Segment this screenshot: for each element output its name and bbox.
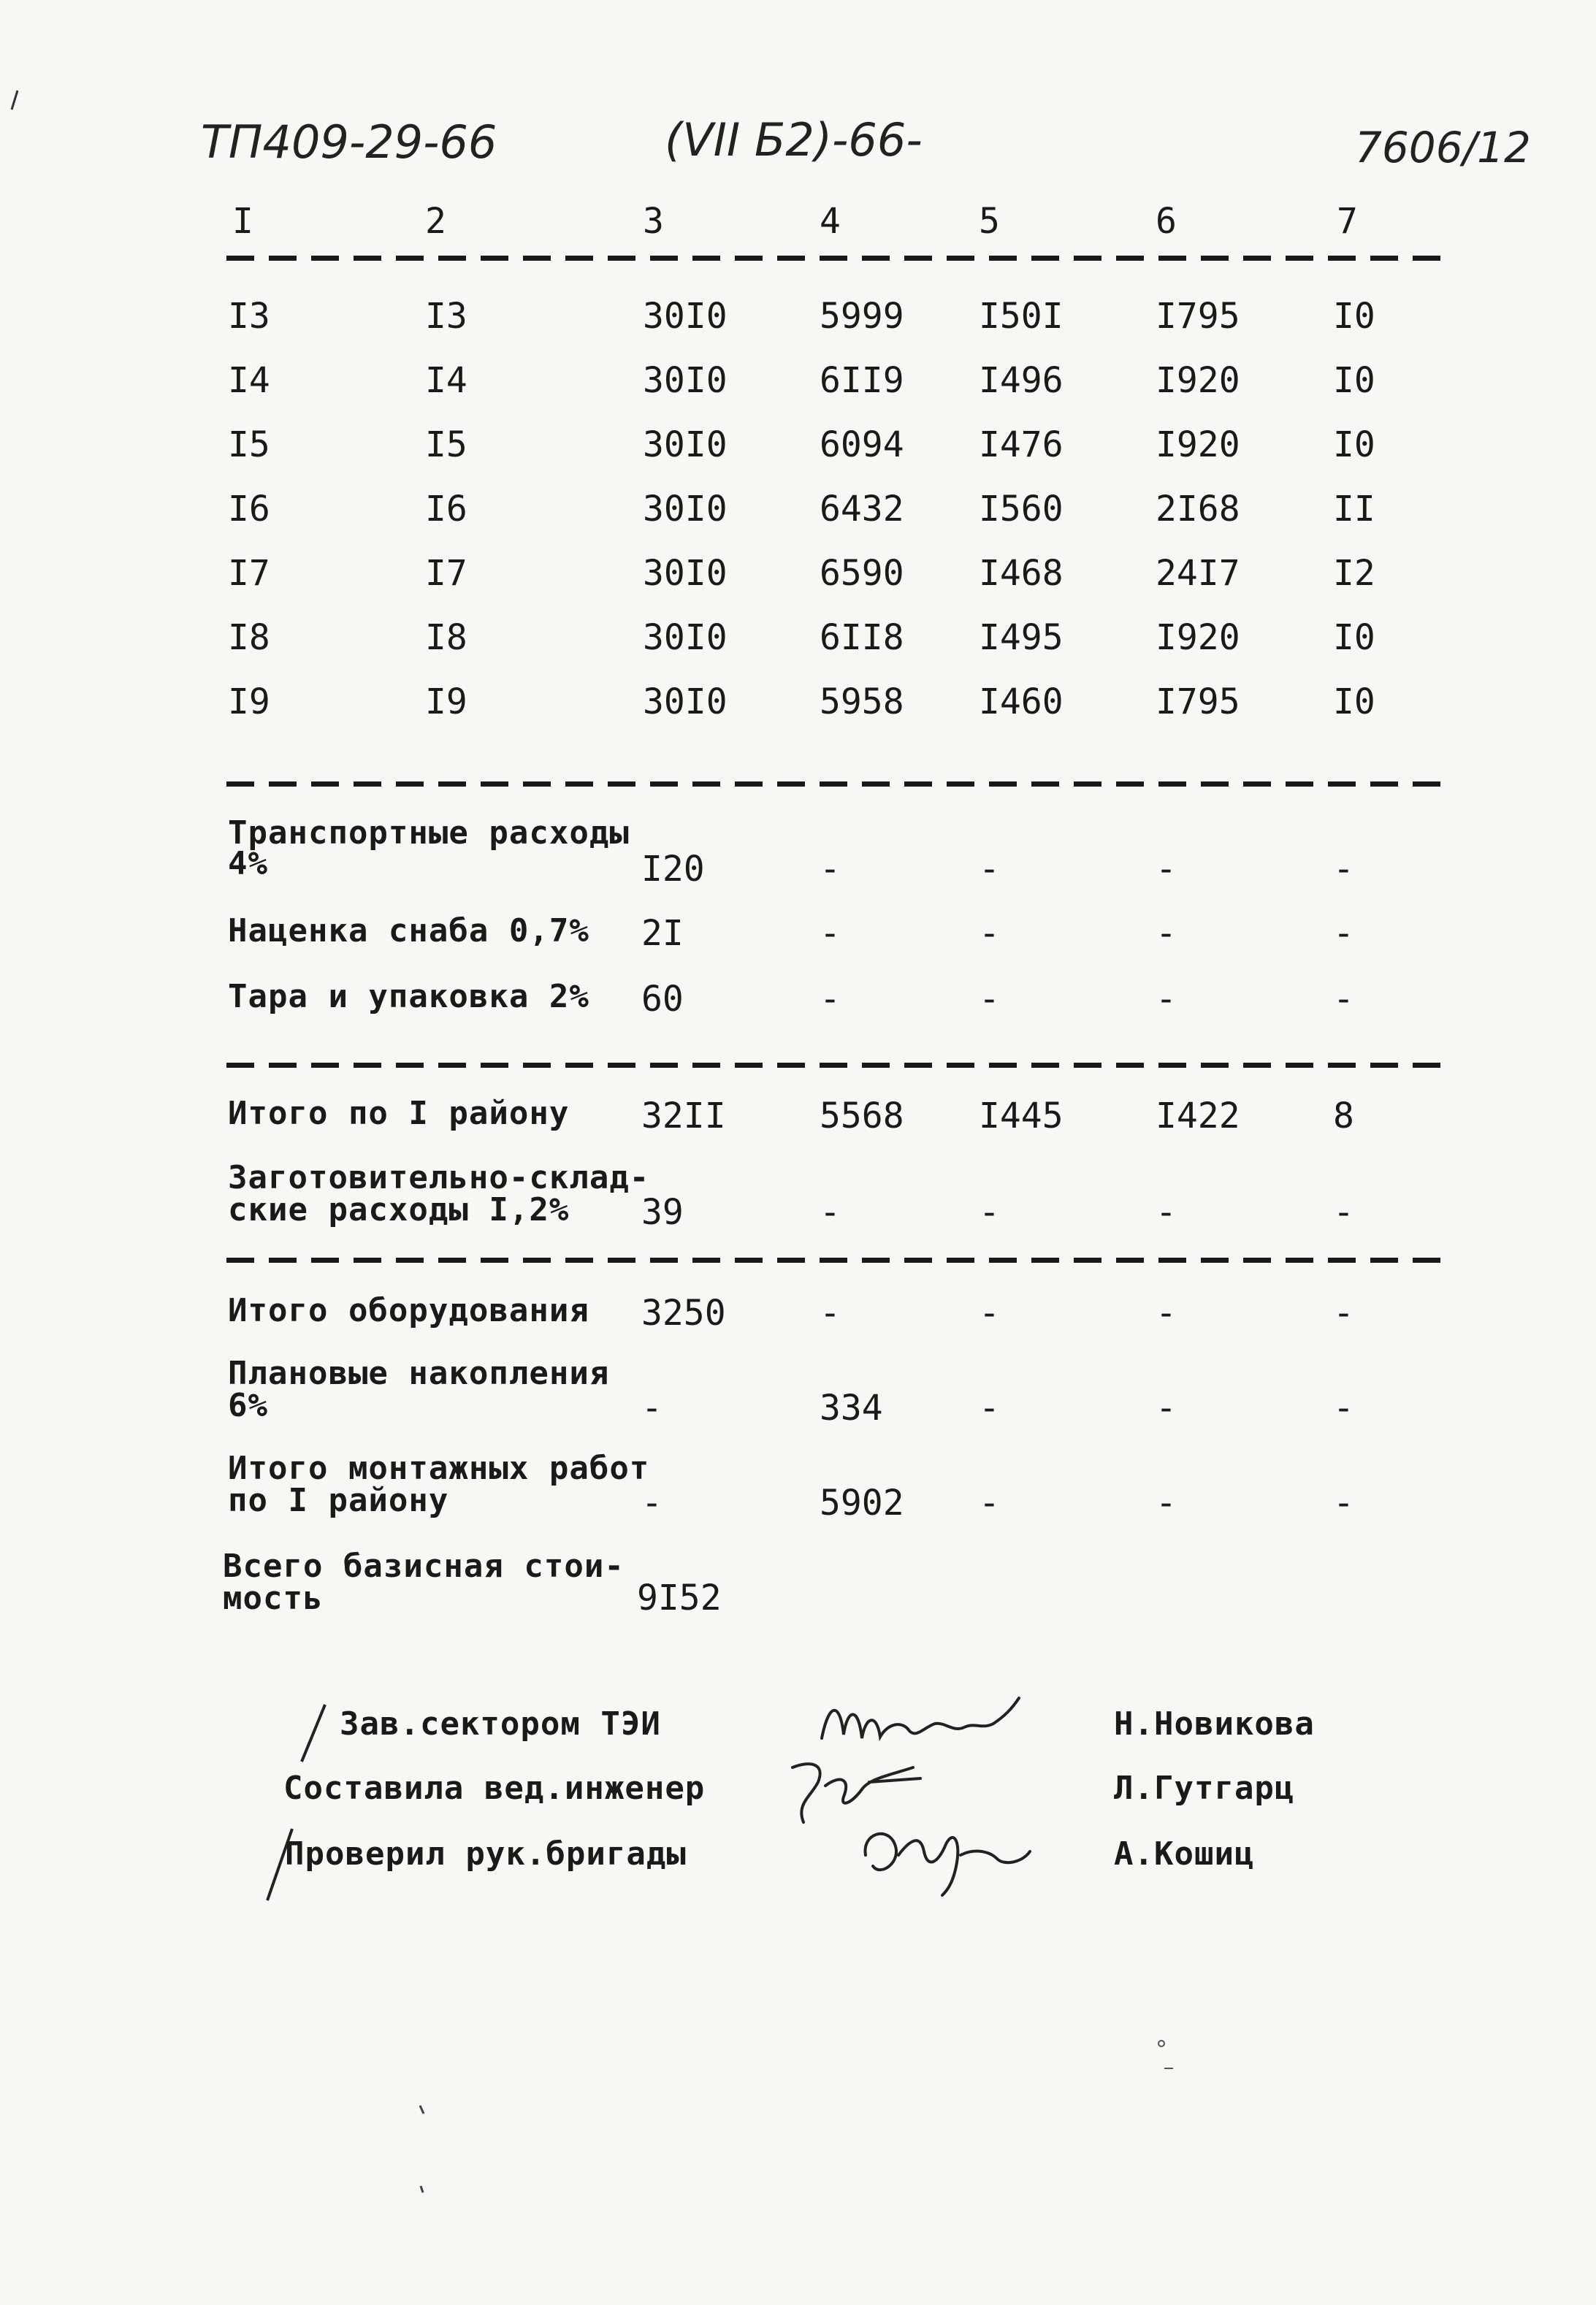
cell: I920 [1156,617,1240,658]
cell: I50I [979,296,1064,337]
cell: 5999 [820,296,904,337]
transport-c5: - [979,849,1000,890]
base-cost-c3: 9I52 [637,1578,722,1618]
install-c7: - [1333,1483,1354,1524]
signature-name-3: А.Кошиц [1114,1835,1255,1873]
signature-name-1: Н.Новикова [1114,1705,1315,1743]
base-cost-label-1: Всего базисная стои- [223,1548,625,1585]
markup-c6: - [1156,913,1177,954]
markup-c3: 2I [641,913,684,954]
cell: I6 [425,489,467,530]
cell: I468 [979,553,1064,594]
speck-mark [418,2103,427,2121]
speck-mark [1154,2038,1176,2077]
procurement-c5: - [979,1192,1000,1233]
total-region-label: Итого по I району [228,1095,570,1132]
cell: I920 [1156,424,1240,465]
cell: I4 [228,360,270,401]
cell: I9 [228,681,270,722]
col-header-2: 2 [425,201,446,242]
handwritten-signature-1 [814,1687,1034,1756]
summary-divider-1 [226,1063,1454,1068]
procurement-label-1: Заготовительно-склад- [228,1159,650,1196]
col-header-6: 6 [1156,201,1177,242]
procurement-c4: - [820,1192,841,1233]
total-equipment-c4: - [820,1293,841,1334]
markup-c7: - [1333,913,1354,954]
cell: 30I0 [643,360,728,401]
transport-c7: - [1333,849,1354,890]
col-header-4: 4 [820,201,841,242]
col-header-5: 5 [979,201,1000,242]
cell: I920 [1156,360,1240,401]
packaging-c3: 60 [641,979,684,1020]
install-c5: - [979,1483,1000,1524]
cell: 30I0 [643,681,728,722]
cell: 6II8 [820,617,904,658]
col-header-1: I [232,201,253,242]
cell: 30I0 [643,296,728,337]
transport-c4: - [820,849,841,890]
transport-c6: - [1156,849,1177,890]
cell: I496 [979,360,1064,401]
install-c6: - [1156,1483,1177,1524]
transport-label-2: 4% [228,845,268,882]
handwritten-signature-3 [851,1811,1041,1902]
cell: 30I0 [643,424,728,465]
planned-c5: - [979,1388,1000,1429]
summary-divider-2 [226,1258,1454,1263]
packaging-c5: - [979,979,1000,1020]
procurement-c3: 39 [641,1192,684,1233]
cell: I7 [425,553,467,594]
cell: 6II9 [820,360,904,401]
install-label-1: Итого монтажных работ [228,1450,650,1487]
cell: I0 [1333,617,1375,658]
transport-label-1: Транспортные расходы [228,814,630,852]
cell: I560 [979,489,1064,530]
cell: 6432 [820,489,904,530]
total-region-c7: 8 [1333,1096,1354,1136]
signature-role-1: Зав.сектором ТЭИ [340,1705,661,1743]
packaging-c6: - [1156,979,1177,1020]
planned-c6: - [1156,1388,1177,1429]
signature-role-3: Проверил рук.бригады [285,1835,687,1873]
cell: I5 [425,424,467,465]
total-equipment-c5: - [979,1293,1000,1334]
cell: 5958 [820,681,904,722]
cell: 30I0 [643,617,728,658]
cell: I460 [979,681,1064,722]
cell: I0 [1333,296,1375,337]
base-cost-label-2: мость [223,1580,324,1617]
cell: I495 [979,617,1064,658]
total-region-c3: 32II [641,1096,726,1136]
cell: I6 [228,489,270,530]
cell: II [1333,489,1375,530]
packaging-label: Тара и упаковка 2% [228,978,589,1015]
cell: I3 [228,296,270,337]
total-equipment-c6: - [1156,1293,1177,1334]
cell: I4 [425,360,467,401]
total-equipment-label: Итого оборудования [228,1292,589,1329]
packaging-c7: - [1333,979,1354,1020]
slash-mark-1 [296,1702,332,1770]
markup-label: Наценка снаба 0,7% [228,912,589,949]
cell: 24I7 [1156,553,1240,594]
cell: 30I0 [643,553,728,594]
signature-name-2: Л.Гутгарц [1114,1770,1295,1807]
cell: 6590 [820,553,904,594]
cell: I795 [1156,296,1240,337]
planned-c7: - [1333,1388,1354,1429]
procurement-c7: - [1333,1192,1354,1233]
middle-code: (VII Б2)-66- [665,113,923,167]
total-equipment-c7: - [1333,1293,1354,1334]
total-region-c5: I445 [979,1096,1064,1136]
cell: I0 [1333,681,1375,722]
cell: I9 [425,681,467,722]
install-c3: - [641,1483,663,1524]
packaging-c4: - [820,979,841,1020]
planned-c4: 334 [820,1388,883,1429]
cell: I8 [425,617,467,658]
signature-role-2: Составила вед.инженер [283,1770,706,1807]
cell: I3 [425,296,467,337]
col-header-3: 3 [643,201,664,242]
transport-c3: I20 [641,849,705,890]
cell: I0 [1333,360,1375,401]
doc-code: ТП409-29-66 [201,115,497,169]
cell: 6094 [820,424,904,465]
total-region-c6: I422 [1156,1096,1240,1136]
cell: I2 [1333,553,1375,594]
planned-c3: - [641,1388,663,1429]
markup-c5: - [979,913,1000,954]
total-equipment-c3: 3250 [641,1293,726,1334]
cell: I795 [1156,681,1240,722]
cell: I476 [979,424,1064,465]
speck-mark [418,2184,427,2201]
header-divider [226,256,1454,261]
cell: I5 [228,424,270,465]
cell: 2I68 [1156,489,1240,530]
procurement-label-2: ские расходы I,2% [228,1191,570,1228]
rows-divider [226,781,1454,787]
total-region-c4: 5568 [820,1096,904,1136]
planned-label-1: Плановые накопления [228,1355,610,1392]
planned-label-2: 6% [228,1387,268,1424]
install-label-2: по I району [228,1482,449,1519]
col-header-7: 7 [1337,201,1358,242]
cell: I7 [228,553,270,594]
cell: I8 [228,617,270,658]
cell: 30I0 [643,489,728,530]
markup-c4: - [820,913,841,954]
cell: I0 [1333,424,1375,465]
sheet-ref: 7606/12 [1355,123,1531,172]
speck-mark [7,88,22,120]
install-c4: 5902 [820,1483,904,1524]
procurement-c6: - [1156,1192,1177,1233]
